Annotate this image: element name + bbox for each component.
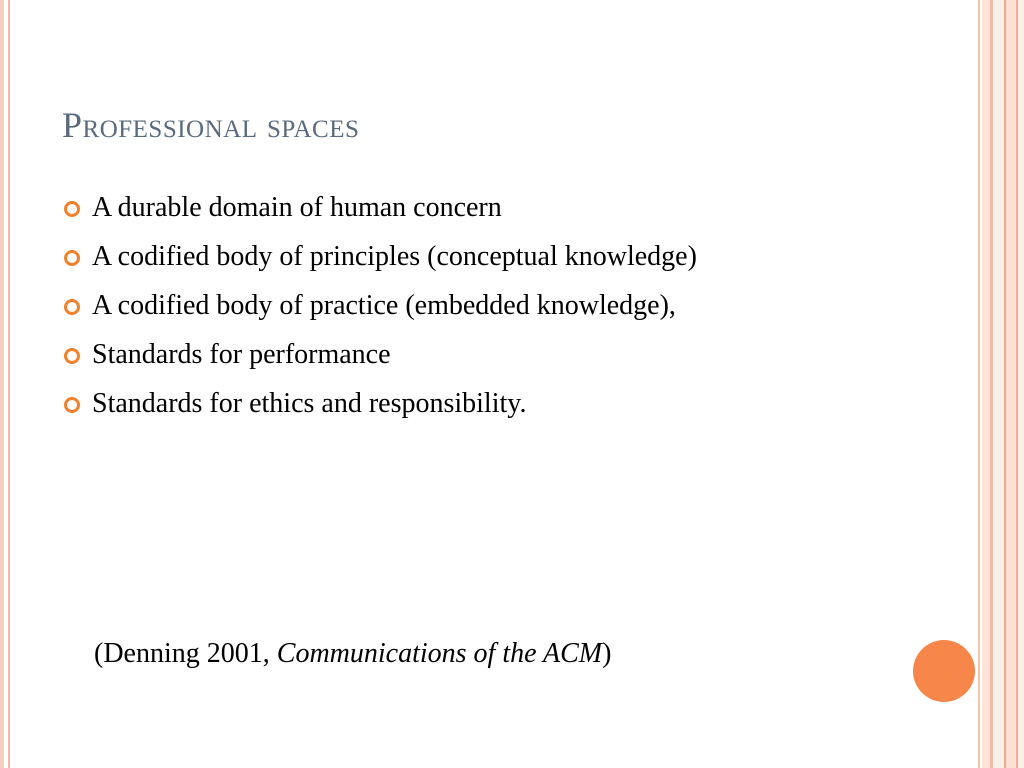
right-stripe xyxy=(978,0,980,768)
hollow-circle-bullet-icon xyxy=(64,299,80,315)
right-stripe xyxy=(982,0,990,768)
hollow-circle-bullet-icon xyxy=(64,201,80,217)
bullet-item xyxy=(62,335,762,375)
bullet-text: A durable domain of human concern xyxy=(92,192,502,223)
hollow-circle-bullet-icon xyxy=(64,397,80,413)
hollow-circle-bullet-icon xyxy=(64,348,80,364)
bullet-text: Standards for performance xyxy=(92,339,391,370)
left-border-stripe-inner xyxy=(8,0,10,768)
bullet-text: A codified body of principles (conceptual knowledge) xyxy=(92,241,697,272)
citation-journal: Communications of the ACM xyxy=(276,638,603,669)
slide-title: Professional spaces xyxy=(62,105,360,145)
right-stripe xyxy=(1006,0,1016,768)
right-border-stripes xyxy=(978,0,1024,768)
bullet-item xyxy=(62,237,762,277)
hollow-circle-bullet-icon xyxy=(64,250,80,266)
right-stripe xyxy=(994,0,1004,768)
citation xyxy=(94,638,611,670)
bullet-text: Standards for ethics and responsibility. xyxy=(92,388,527,419)
bullet-text: A codified body of practice (embedded knowledge), xyxy=(92,290,676,321)
orange-circle-decoration xyxy=(913,640,975,702)
citation-suffix: ) xyxy=(602,638,612,669)
bullet-item xyxy=(62,384,762,424)
right-stripe xyxy=(1018,0,1024,768)
bullet-item xyxy=(62,188,762,228)
citation-prefix: (Denning 2001, xyxy=(94,638,277,669)
bullet-item xyxy=(62,286,762,326)
left-border-stripe xyxy=(0,0,4,768)
right-stripe xyxy=(990,0,993,768)
bullet-list xyxy=(62,188,762,433)
